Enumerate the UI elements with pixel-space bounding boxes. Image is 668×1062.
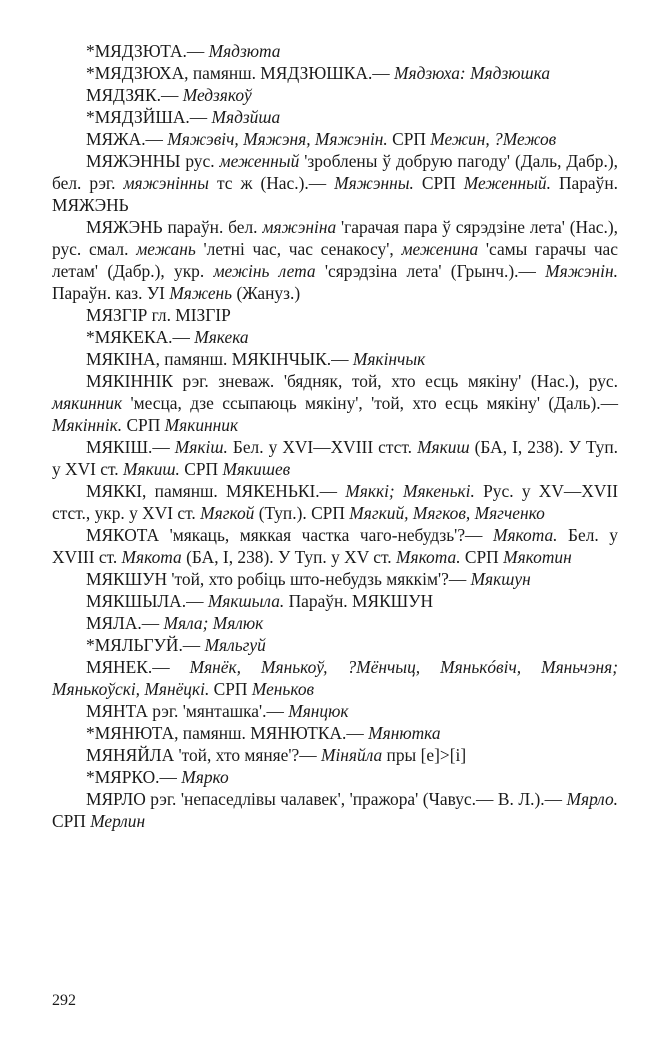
entry-text: тс ж (Нас.).— [208,173,335,193]
entry-text: СРП [209,679,252,699]
entry-text: Параўн. МЯЖЭНЬ [52,173,619,215]
entry-surname-text: Мякота [121,547,182,567]
entry-surname-text: Мядзюха: Мядзюшка [394,63,551,83]
dictionary-entry [52,656,618,700]
entry-surname-text: Мякотин [503,547,572,567]
entry-surname-text: Межин, ?Межов [430,129,557,149]
entry-surname-text: Медзякоў [182,85,252,105]
dictionary-entry [52,634,618,656]
entry-surname-text: Мяльгуй [204,635,266,655]
entry-surname-text: Мядзйша [211,107,281,127]
entry-surname-text: Меньков [251,679,315,699]
entry-surname-text: межань [136,239,196,259]
dictionary-page [52,40,618,832]
entry-text: МЯЖЭННЫ рус. [86,151,220,171]
entry-surname-text: Мянёк, Мянькоў, ?Мёнчыц, Мянькóвіч, Мяньчэня; Мянькоўскі, Мянёцкі. [52,657,619,699]
entry-text: Рус. у XV—XVII стст., укр. у XVI ст. [52,481,618,523]
dictionary-entry [52,744,618,766]
entry-surname-text: мяжэніна [262,217,337,237]
entry-surname-text: Мядзюта [208,41,281,61]
dictionary-entry [52,436,618,480]
entry-text: *МЯДЗЙША.— [86,107,212,127]
entry-text: МЯДЗЯК.— [86,85,183,105]
entry-text: (БА, І, 238). У Туп. у XVI ст. [52,437,618,479]
entry-surname-text: Мякека [194,327,249,347]
entry-surname-text: Мяжэнін. [545,261,618,281]
entry-text: СРП [179,459,223,479]
entry-text: *МЯРКО.— [86,767,182,787]
entry-text: МЯКІШ.— [86,437,175,457]
entry-surname-text: Мякшун [470,569,531,589]
entry-text: МЯРЛО рэг. 'непаседлівы чалавек', 'пражора' (Чавус.— В. Л.).— [86,789,567,809]
entry-text: Параўн. каз. УІ [52,283,170,303]
entry-surname-text: Мяла; Мялюк [163,613,264,633]
entry-text: 'зроблены ў добрую пагоду' (Даль, Дабр.), бел. рэг. [52,151,618,193]
entry-text: МЯНЕК.— [86,657,190,677]
dictionary-entry [52,788,618,832]
entry-text: 'гарачая пара ў сярэдзіне лета' (Нас.), рус. смал. [52,217,619,259]
dictionary-entry [52,568,618,590]
entry-text: *МЯНЮТА, памянш. МЯНЮТКА.— [86,723,369,743]
entry-surname-text: Мяжэнны. [334,173,414,193]
entry-surname-text: Мянютка [368,723,441,743]
entry-text: 'самы гарачы час летам' (Дабр.), укр. [52,239,618,281]
entry-text: МЯКШЫЛА.— [86,591,208,611]
entry-text: *МЯДЗЮХА, памянш. МЯДЗЮШКА.— [86,63,395,83]
entry-text: *МЯДЗЮТА.— [86,41,209,61]
entry-surname-text: Міняйла [320,745,383,765]
entry-text: *МЯЛЬГУЙ.— [86,635,205,655]
entry-text: МЯЖЭНЬ параўн. бел. [86,217,263,237]
entry-text: МЯКОТА 'мякаць, мяккая частка чаго-небудзь'?— [86,525,493,545]
entry-surname-text: Мяккі; Мякенькі. [345,481,475,501]
entry-text: СРП [460,547,504,567]
entry-text: Бел. у XVI—XVIII стст. [227,437,418,457]
dictionary-entry [52,524,618,568]
entry-text: Бел. у XVIII ст. [52,525,618,567]
entry-text: МЯЖА.— [86,129,168,149]
dictionary-entry [52,612,618,634]
dictionary-entry [52,722,618,744]
entry-text: 'летні час, час сенакосу', [195,239,402,259]
dictionary-entry [52,304,618,326]
entry-text: (Жануз.) [232,283,301,303]
entry-surname-text: мяжэнінны [123,173,209,193]
entry-text: МЯККІ, памянш. МЯКЕНЬКІ.— [86,481,346,501]
entry-surname-text: Мягкий, Мягков, Мягченко [349,503,545,523]
dictionary-entry [52,326,618,348]
dictionary-entry [52,348,618,370]
dictionary-entry [52,84,618,106]
entry-text: СРП [413,173,464,193]
dictionary-entry [52,590,618,612]
entry-text: МЯКШУН 'той, хто робіць што-небудзь мяккім'?— [86,569,471,589]
entry-surname-text: Мякшыла. [207,591,285,611]
entry-text: пры [е]>[і] [382,745,467,765]
entry-surname-text: меженный [219,151,300,171]
entry-text: МЯНТА рэг. 'мянташка'.— [86,701,289,721]
entry-text: (Туп.). СРП [254,503,350,523]
entry-surname-text: Мярло. [566,789,618,809]
dictionary-entry [52,700,618,722]
dictionary-entry [52,150,618,216]
entry-surname-text: меженина [401,239,479,259]
entry-text: МЯНЯЙЛА 'той, хто мяняе'?— [86,745,321,765]
entry-text: (БА, І, 238). У Туп. у XV ст. [181,547,396,567]
dictionary-entry [52,106,618,128]
dictionary-entry [52,766,618,788]
entry-text: СРП [387,129,431,149]
entry-text: МЯКІНА, памянш. МЯКІНЧЫК.— [86,349,353,369]
entry-surname-text: Мякота. [396,547,461,567]
entry-surname-text: Меженный. [463,173,551,193]
entry-text: СРП [122,415,165,435]
entry-text: 'месца, дзе ссыпаюць мякіну', 'той, хто есць мякіну' (Даль).— [122,393,618,413]
page-number: 292 [52,992,76,1009]
entry-surname-text: Мягкой [200,503,255,523]
entry-text: МЯЗГІР гл. МІЗГІР [86,305,231,325]
entry-surname-text: Мяжень [169,283,233,303]
entry-surname-text: Мякіннік. [52,415,123,435]
entry-text: МЯЛА.— [86,613,164,633]
dictionary-entry [52,40,618,62]
entry-surname-text: Мякиш. [123,459,180,479]
entry-text: СРП [52,811,91,831]
dictionary-entry [52,62,618,84]
entry-surname-text: Мерлин [90,811,146,831]
entry-text: *МЯКЕКА.— [86,327,195,347]
entry-surname-text: Мякота. [492,525,558,545]
dictionary-entry [52,216,618,304]
entry-surname-text: Мякишев [222,459,291,479]
entry-text: Параўн. МЯКШУН [284,591,434,611]
entry-surname-text: мякинник [52,393,123,413]
entry-text: 'сярэдзіна лета' (Грынч.).— [315,261,546,281]
dictionary-entry [52,480,618,524]
entry-surname-text: Мякінчык [352,349,426,369]
entry-surname-text: Мякинник [164,415,239,435]
entry-surname-text: Мярко [181,767,229,787]
entry-surname-text: Мяжэвіч, Мяжэня, Мяжэнін. [167,129,388,149]
dictionary-entry [52,128,618,150]
entry-surname-text: межінь лета [213,261,316,281]
entry-surname-text: Мянцюк [288,701,349,721]
dictionary-entry [52,370,618,436]
entry-text: МЯКІННІК рэг. зневаж. 'бядняк, той, хто есць мякіну' (Нас.), рус. [86,371,618,391]
entry-surname-text: Мякіш. [174,437,228,457]
entry-surname-text: Мякиш [417,437,470,457]
